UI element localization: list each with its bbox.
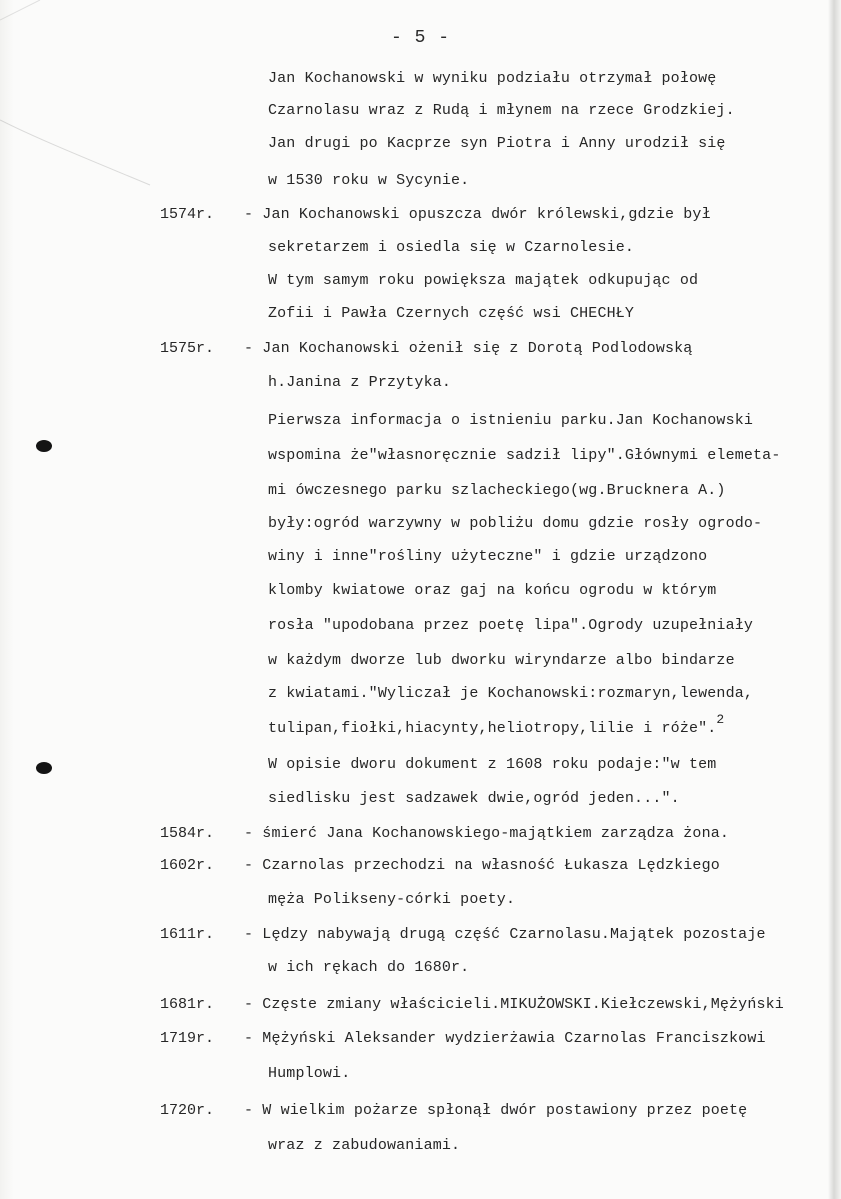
text-line (268, 1137, 460, 1154)
line-text: W tym samym roku powiększa majątek odkupując od (268, 272, 699, 289)
text-line (268, 482, 726, 499)
line-text: - Jan Kochanowski opuszcza dwór królewski,gdzie był (244, 206, 711, 223)
entry-line (244, 926, 766, 943)
entry-line (244, 825, 729, 842)
line-text: winy i inne"rośliny użyteczne" i gdzie urządzono (268, 548, 708, 565)
entry-line (244, 857, 720, 874)
line-text: wraz z zabudowaniami. (268, 1137, 461, 1154)
text-line (268, 374, 451, 391)
line-text: klomby kwiatowe oraz gaj na końcu ogrodu w którym (268, 582, 717, 599)
entry-line (244, 340, 692, 357)
entry-year: 1720r. (160, 1102, 215, 1119)
text-line (268, 239, 634, 256)
line-text: rosła "upodobana przez poetę lipa".Ogrody uzupełniały (268, 617, 754, 634)
entry-line (244, 1030, 766, 1047)
text-line (268, 617, 753, 634)
line-text: z kwiatami."Wyliczał je Kochanowski:rozmaryn,lewenda, (268, 685, 754, 702)
line-text: h.Janina z Przytyka. (268, 374, 452, 391)
entry-year: 1574r. (160, 206, 215, 223)
entry-line (244, 206, 711, 223)
line-text: - Czarnolas przechodzi na własność Łukasza Lędzkiego (244, 857, 720, 874)
text-line (268, 515, 762, 532)
entry-line (244, 996, 784, 1013)
text-line (268, 712, 725, 737)
line-text: W opisie dworu dokument z 1608 roku podaje:"w tem (268, 756, 717, 773)
entry-line (244, 1102, 747, 1119)
line-text: siedlisku jest sadzawek dwie,ogród jeden...". (268, 790, 680, 807)
entry-year: 1575r. (160, 340, 215, 357)
line-text: tulipan,fiołki,hiacynty,heliotropy,lilie i róże". (268, 720, 717, 737)
line-text: sekretarzem i osiedla się w Czarnolesie. (268, 239, 635, 256)
page-number: - 5 - (390, 28, 450, 48)
line-text: Zofii i Pawła Czernych część wsi CHECHŁY (268, 305, 635, 322)
text-line (268, 891, 515, 908)
line-text: Jan Kochanowski w wyniku podziału otrzymał połowę (268, 70, 717, 87)
line-text: w 1530 roku w Sycynie. (268, 172, 470, 189)
line-text: w każdym dworze lub dworku wiryndarze albo bindarze (268, 652, 735, 669)
entry-year: 1602r. (160, 857, 215, 874)
line-text: Czarnolasu wraz z Rudą i młynem na rzece Grodzkiej. (268, 102, 735, 119)
text-line (268, 70, 716, 87)
line-text: męża Polikseny-córki poety. (268, 891, 516, 908)
line-text: Jan drugi po Kacprze syn Piotra i Anny urodził się (268, 135, 726, 152)
text-line (268, 548, 707, 565)
line-text: - Jan Kochanowski ożenił się z Dorotą Podlodowską (244, 340, 693, 357)
line-text: - Mężyński Aleksander wydzierżawia Czarnolas Franciszkowi (244, 1030, 766, 1047)
line-text: Pierwsza informacja o istnieniu parku.Jan Kochanowski (268, 412, 754, 429)
line-text: - W wielkim pożarze spłonął dwór postawiony przez poetę (244, 1102, 748, 1119)
text-line (268, 652, 735, 669)
line-text: wspomina że"własnoręcznie sadził lipy".Głównymi elemeta- (268, 447, 781, 464)
text-line (268, 135, 726, 152)
line-text: - Lędzy nabywają drugą część Czarnolasu.Majątek pozostaje (244, 926, 766, 943)
text-line (268, 447, 780, 464)
line-text: mi ówczesnego parku szlacheckiego(wg.Brucknera A.) (268, 482, 726, 499)
entry-year: 1584r. (160, 825, 215, 842)
text-line (268, 102, 735, 119)
text-line (268, 1065, 350, 1082)
line-text: w ich rękach do 1680r. (268, 959, 470, 976)
entry-year: 1611r. (160, 926, 215, 943)
line-text: - Częste zmiany właścicieli.MIKUŻOWSKI.Kiełczewski,Mężyński (244, 996, 784, 1013)
line-text: - śmierć Jana Kochanowskiego-majątkiem zarządza żona. (244, 825, 730, 842)
text-line (268, 272, 698, 289)
text-line (268, 305, 634, 322)
text-line (268, 685, 753, 702)
line-text: były:ogród warzywny w pobliżu domu gdzie rosły ogrodo- (268, 515, 763, 532)
punch-hole-top (36, 440, 52, 452)
punch-hole-bottom (36, 762, 52, 774)
text-line (268, 582, 716, 599)
text-line (268, 790, 680, 807)
line-text: Humplowi. (268, 1065, 351, 1082)
text-line (268, 412, 753, 429)
entry-year: 1719r. (160, 1030, 215, 1047)
footnote-marker: 2 (716, 712, 725, 727)
text-line (268, 959, 469, 976)
text-line (268, 172, 469, 189)
text-line (268, 756, 716, 773)
entry-year: 1681r. (160, 996, 215, 1013)
